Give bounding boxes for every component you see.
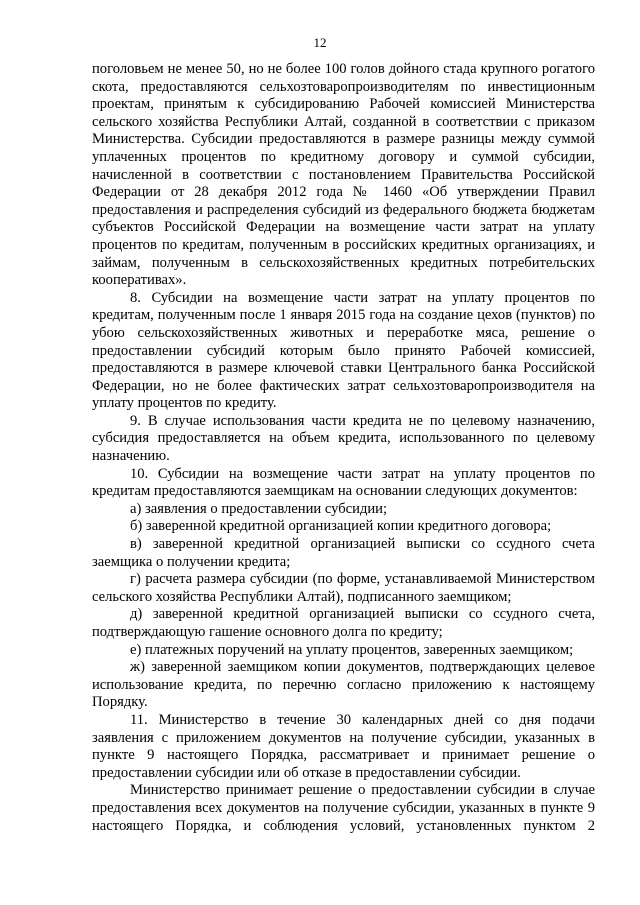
list-item-d: д) заверенной кредитной организацией выписки со ссудного счета, подтверждающую гашение основного долга по кредиту; bbox=[92, 606, 595, 640]
paragraph-11-continuation: Министерство принимает решение о предоставлении субсидии в случае предоставления всех документов на получение субсидии, указанных в пункте 9 настоящего Порядка, и соблюдения условий, установленных пунктом 2 bbox=[92, 782, 595, 834]
document-body bbox=[92, 61, 595, 835]
paragraph-10: 10. Субсидии на возмещение части затрат на уплату процентов по кредитам предоставляются заемщикам на основании следующих документов: bbox=[92, 465, 595, 500]
list-item-b: б) заверенной кредитной организацией копии кредитного договора; bbox=[130, 518, 552, 535]
list-item-e: е) платежных поручений на уплату процентов, заверенных заемщиком; bbox=[130, 641, 574, 658]
list-item-a: а) заявления о предоставлении субсидии; bbox=[130, 500, 388, 517]
paragraph-11: 11. Министерство в течение 30 календарных дней со дня подачи заявления с приложением документов на получение субсидии, указанных в пункте 9 настоящего Порядка, рассматривает и принимает решение о предоставлении субсидии или об отказе в предоставлении субсидии. bbox=[92, 711, 595, 781]
paragraph-8: 8. Субсидии на возмещение части затрат на уплату процентов по кредитам, полученным после 1 января 2015 года на создание цехов (пунктов) по убою сельскохозяйственных животных и переработке мяса, решение о предоставлении субсидий которым было принято Рабочей комиссией, предоставляются в размере ключевой ставки Центрального банка Российской Федерации, но не более фактических затрат сельхозтоваропроизводителя на уплату процентов по кредиту. bbox=[92, 289, 595, 412]
paragraph-7-continuation: поголовьем не менее 50, но не более 100 голов дойного стада крупного рогатого скота, предоставляются сельхозтоваропроизводителям по инвестиционным проектам, принятым к субсидированию Рабочей комиссией Министерства сельского хозяйства Республики Алтай, созданной в соответствии с приказом Министерства. Субсидии предоставляются в размере разницы между суммой уплаченных процентов по кредитному договору и суммой субсидии, начисленной в соответствии с постановлением Правительства Российской Федерации от 28 декабря 2012 года № 1460 «Об утверждении Правил предоставления и распределения субсидий из федерального бюджета бюджетам субъектов Российской Федерации на возмещение части затрат на уплату процентов по кредитам, полученным в российских кредитных организациях, и займам, полученным в сельскохозяйственных кредитных потребительских кооперативах». bbox=[92, 61, 595, 289]
list-item-g: г) расчета размера субсидии (по форме, устанавливаемой Министерством сельского хозяйства Республики Алтай), подписанного заемщиком; bbox=[92, 571, 595, 605]
paragraph-9: 9. В случае использования части кредита не по целевому назначению, субсидия предоставляется на объем кредита, использованного по целевому назначению. bbox=[92, 412, 595, 465]
list-item-zh: ж) заверенной заемщиком копии документов, подтверждающих целевое использование кредита, по перечню согласно приложению к настоящему Порядку. bbox=[92, 659, 595, 711]
list-item-v: в) заверенной кредитной организацией выписки со ссудного счета заемщика о получении кредита; bbox=[92, 536, 595, 570]
page-number: 12 bbox=[313, 35, 327, 50]
